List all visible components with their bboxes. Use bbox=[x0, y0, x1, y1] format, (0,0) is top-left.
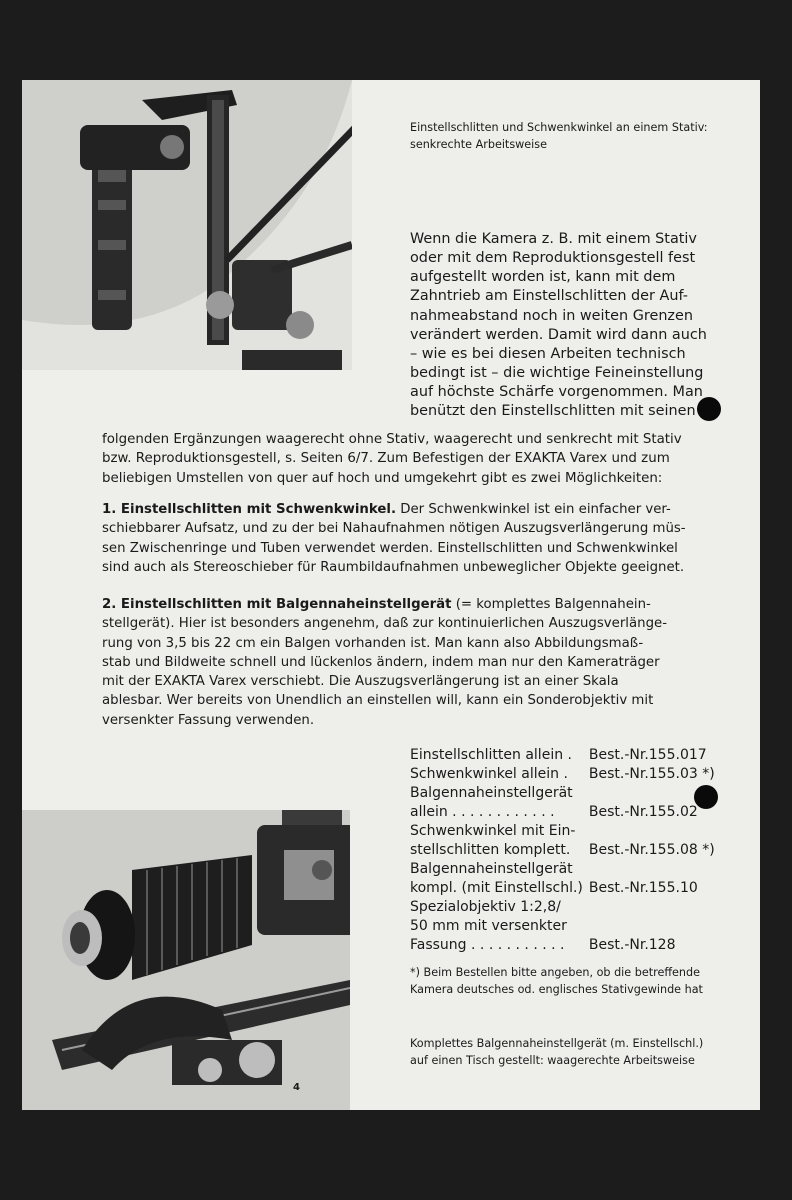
order-row bbox=[410, 746, 715, 765]
text-line: schiebbarer Aufsatz, und zu der bei Nahaufnahmen nötigen Auszugsverlängerung müs- bbox=[102, 521, 686, 537]
photo-bellows-unit bbox=[22, 810, 350, 1110]
order-row bbox=[410, 822, 715, 841]
order-row bbox=[410, 765, 715, 784]
intro-paragraph bbox=[410, 230, 755, 422]
order-name: Einstellschlitten allein . bbox=[410, 747, 572, 763]
intro-paragraph-wide bbox=[102, 430, 752, 488]
text-line: versenkter Fassung verwenden. bbox=[102, 712, 315, 728]
text-line: mit der EXAKTA Varex verschiebt. Die Auszugsverlängerung ist an einer Skala bbox=[102, 674, 619, 690]
order-row bbox=[410, 898, 715, 917]
caption-bottom-line: auf einen Tisch gestellt: waagerechte Arbeitsweise bbox=[410, 1054, 695, 1068]
order-number bbox=[583, 860, 715, 879]
order-number bbox=[583, 822, 715, 841]
text-line: benützt den Einstellschlitten mit seinen bbox=[410, 403, 696, 420]
order-list bbox=[410, 746, 715, 955]
order-name: 50 mm mit versenkter bbox=[410, 918, 567, 935]
order-name: Balgennaheinstellgerät bbox=[410, 785, 573, 802]
order-name: stellschlitten komplett. bbox=[410, 842, 571, 859]
order-number: Best.-Nr.155.03 *) bbox=[588, 766, 715, 783]
text-line: Der Schwenkwinkel ist ein einfacher ver- bbox=[400, 502, 671, 517]
caption-bottom bbox=[410, 1035, 703, 1070]
text-line: folgenden Ergänzungen waagerecht ohne Stativ, waagerecht und senkrecht mit Stativ bbox=[102, 432, 682, 447]
text-line: – wie es bei diesen Arbeiten technisch bbox=[410, 345, 686, 362]
order-name: kompl. (mit Einstellschl.) bbox=[410, 880, 583, 897]
punch-hole bbox=[697, 397, 721, 421]
order-number: Best.-Nr.155.02 bbox=[588, 804, 698, 821]
order-number: Best.-Nr.155.017 bbox=[588, 747, 707, 763]
order-number: Best.-Nr.155.08 *) bbox=[588, 842, 715, 859]
order-row bbox=[410, 841, 715, 860]
section-1-heading: 1. Einstellschlitten mit Schwenkwinkel. bbox=[102, 502, 397, 517]
text-line: bedingt ist – die wichtige Feineinstellung bbox=[410, 365, 704, 382]
order-row bbox=[410, 860, 715, 879]
text-line: auf höchste Schärfe vorgenommen. Man bbox=[410, 384, 703, 401]
order-row bbox=[410, 936, 715, 955]
order-row bbox=[410, 917, 715, 936]
text-line: rung von 3,5 bis 22 cm ein Balgen vorhanden ist. Man kann also Abbildungsmaß- bbox=[102, 635, 644, 651]
camera-tripod-illustration bbox=[22, 80, 352, 370]
text-line: Zahntrieb am Einstellschlitten der Auf- bbox=[410, 288, 688, 305]
section-1 bbox=[102, 500, 752, 577]
order-name: Schwenkwinkel mit Ein- bbox=[410, 823, 576, 840]
caption-top bbox=[410, 120, 707, 154]
caption-top-line: senkrechte Arbeitsweise bbox=[410, 137, 547, 151]
order-row bbox=[410, 784, 715, 803]
caption-bottom-line: Komplettes Balgennaheinstellgerät (m. Einstellschl.) bbox=[410, 1037, 704, 1050]
text-line: nahmeabstand noch in weiten Grenzen bbox=[410, 307, 693, 324]
photo-focusing-slide-tripod bbox=[22, 80, 352, 370]
text-line: sen Zwischenringe und Tuben verwendet werden. Einstellschlitten und Schwenkwinkel bbox=[102, 540, 678, 556]
text-line: ablesbar. Wer bereits von Unendlich an einstellen will, kann ein Sonderobjektiv mit bbox=[102, 693, 654, 709]
order-row bbox=[410, 879, 715, 898]
text-line: beliebigen Umstellen von quer auf hoch und umgekehrt gibt es zwei Möglichkeiten: bbox=[102, 470, 663, 486]
text-line: sind auch als Stereoschieber für Raumbildaufnahmen unbeweglicher Objekte geeignet. bbox=[102, 559, 685, 575]
order-name: Schwenkwinkel allein . bbox=[410, 766, 568, 783]
section-2-first-line bbox=[102, 595, 752, 614]
order-number bbox=[583, 898, 715, 917]
page-number: 4 bbox=[293, 1082, 300, 1093]
text-line: verändert werden. Damit wird dann auch bbox=[410, 326, 707, 343]
order-number: Best.-Nr.155.10 bbox=[588, 880, 698, 897]
order-number: Best.-Nr.128 bbox=[588, 937, 676, 954]
footnote bbox=[410, 965, 703, 999]
text-line: stellgerät). Hier ist besonders angenehm, daß zur kontinuierlichen Auszugsverlänge- bbox=[102, 616, 668, 632]
brochure-page bbox=[22, 80, 760, 1110]
caption-top-line: Einstellschlitten und Schwenkwinkel an einem Stativ: bbox=[410, 121, 708, 134]
footnote-line: *) Beim Bestellen bitte angeben, ob die betreffende bbox=[410, 966, 701, 979]
order-row bbox=[410, 803, 715, 822]
bellows-illustration bbox=[22, 810, 350, 1110]
section-2 bbox=[102, 595, 752, 730]
punch-hole bbox=[694, 785, 718, 809]
text-line: stab und Bildweite schnell und lückenlos ändern, indem man nur den Kameraträger bbox=[102, 654, 660, 670]
section-2-heading: 2. Einstellschlitten mit Balgennaheinstellgerät bbox=[102, 597, 452, 612]
text-line: bzw. Reproduktionsgestell, s. Seiten 6/7. Zum Befestigen der EXAKTA Varex und zum bbox=[102, 451, 670, 467]
order-name: allein . . . . . . . . . . . . bbox=[410, 804, 555, 821]
text-line: aufgestellt worden ist, kann mit dem bbox=[410, 269, 676, 286]
text-line: (= komplettes Balgennahein- bbox=[455, 597, 651, 612]
footnote-line: Kamera deutsches od. englisches Stativgewinde hat bbox=[410, 982, 703, 996]
section-1-first-line bbox=[102, 500, 752, 519]
text-line: Wenn die Kamera z. B. mit einem Stativ bbox=[410, 231, 697, 247]
text-line: oder mit dem Reproduktionsgestell fest bbox=[410, 250, 696, 267]
order-name: Spezialobjektiv 1:2,8/ bbox=[410, 899, 561, 916]
order-name: Balgennaheinstellgerät bbox=[410, 861, 573, 878]
order-number bbox=[583, 917, 715, 936]
order-name: Fassung . . . . . . . . . . . bbox=[410, 937, 565, 954]
